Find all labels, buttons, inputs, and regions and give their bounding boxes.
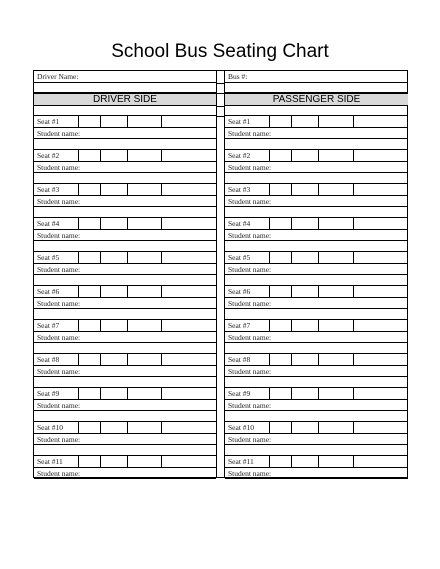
passenger-spacer-row bbox=[225, 275, 408, 286]
cell-divider bbox=[269, 286, 270, 297]
cell-divider bbox=[100, 184, 101, 195]
cell-divider bbox=[291, 252, 292, 263]
cell-divider bbox=[127, 116, 128, 127]
passenger-seat-label: Seat #5 bbox=[228, 253, 251, 262]
cell-divider bbox=[269, 456, 270, 467]
cell-divider bbox=[269, 116, 270, 127]
cell-divider bbox=[127, 354, 128, 365]
cell-divider bbox=[353, 150, 354, 161]
driver-seat-cells bbox=[34, 354, 216, 365]
driver-seat-label: Seat #10 bbox=[37, 423, 64, 432]
cell-divider bbox=[100, 218, 101, 229]
passenger-student-name-field[interactable]: Student name: bbox=[225, 162, 408, 174]
cell-divider bbox=[318, 116, 319, 127]
driver-seat-row[interactable] bbox=[34, 116, 216, 128]
passenger-seat-row[interactable] bbox=[225, 320, 408, 332]
driver-seat-cells bbox=[34, 116, 216, 127]
passenger-spacer-row bbox=[225, 343, 408, 354]
cell-divider bbox=[318, 184, 319, 195]
driver-seat-cells bbox=[34, 286, 216, 297]
driver-seat-row[interactable] bbox=[34, 150, 216, 162]
driver-seat-row[interactable] bbox=[34, 320, 216, 332]
cell-divider bbox=[269, 150, 270, 161]
driver-spacer-row bbox=[34, 411, 216, 422]
passenger-seat-cells bbox=[225, 354, 408, 365]
passenger-seat-cells bbox=[225, 218, 408, 229]
cell-divider bbox=[100, 286, 101, 297]
cell-divider bbox=[291, 116, 292, 127]
driver-side-heading: DRIVER SIDE bbox=[34, 93, 216, 106]
driver-seat-label: Seat #7 bbox=[37, 321, 60, 330]
driver-seat-label: Seat #11 bbox=[37, 457, 63, 466]
driver-seat-label: Seat #9 bbox=[37, 389, 60, 398]
driver-student-name-field[interactable]: Student name: bbox=[34, 400, 216, 412]
driver-seat-row[interactable] bbox=[34, 422, 216, 434]
driver-side-column bbox=[34, 71, 216, 477]
cell-divider bbox=[269, 320, 270, 331]
cell-divider bbox=[318, 388, 319, 399]
driver-header-field[interactable]: Driver Name: bbox=[34, 71, 216, 83]
driver-seat-cells bbox=[34, 320, 216, 331]
page-title: School Bus Seating Chart bbox=[111, 41, 329, 62]
cell-divider bbox=[127, 218, 128, 229]
cell-divider bbox=[318, 286, 319, 297]
cell-divider bbox=[161, 116, 162, 127]
passenger-side-column bbox=[225, 71, 408, 477]
cell-divider bbox=[127, 184, 128, 195]
passenger-student-name-field[interactable]: Student name: bbox=[225, 230, 408, 242]
cell-divider bbox=[127, 422, 128, 433]
cell-divider bbox=[78, 388, 79, 399]
cell-divider bbox=[100, 150, 101, 161]
cell-divider bbox=[269, 252, 270, 263]
cell-divider bbox=[291, 320, 292, 331]
driver-seat-row[interactable] bbox=[34, 286, 216, 298]
passenger-spacer-row bbox=[225, 83, 408, 93]
cell-divider bbox=[127, 286, 128, 297]
passenger-student-name-field[interactable]: Student name: bbox=[225, 434, 408, 446]
cell-divider bbox=[127, 320, 128, 331]
driver-student-name-field[interactable]: Student name: bbox=[34, 332, 216, 344]
passenger-spacer-row bbox=[225, 106, 408, 116]
cell-divider bbox=[78, 354, 79, 365]
divider-line bbox=[217, 106, 224, 107]
driver-seat-cells bbox=[34, 388, 216, 399]
driver-seat-label: Seat #8 bbox=[37, 355, 60, 364]
passenger-seat-cells bbox=[225, 184, 408, 195]
cell-divider bbox=[318, 354, 319, 365]
driver-spacer-row bbox=[34, 309, 216, 320]
cell-divider bbox=[127, 456, 128, 467]
cell-divider bbox=[100, 422, 101, 433]
driver-seat-cells bbox=[34, 252, 216, 263]
passenger-seat-cells bbox=[225, 116, 408, 127]
cell-divider bbox=[291, 354, 292, 365]
cell-divider bbox=[353, 422, 354, 433]
passenger-seat-row[interactable] bbox=[225, 388, 408, 400]
driver-student-name-field[interactable]: Student name: bbox=[34, 434, 216, 446]
passenger-seat-label: Seat #11 bbox=[228, 457, 254, 466]
cell-divider bbox=[100, 320, 101, 331]
passenger-seat-label: Seat #6 bbox=[228, 287, 251, 296]
cell-divider bbox=[100, 116, 101, 127]
cell-divider bbox=[269, 184, 270, 195]
driver-seat-label: Seat #4 bbox=[37, 219, 60, 228]
cell-divider bbox=[78, 116, 79, 127]
driver-seat-cells bbox=[34, 218, 216, 229]
driver-spacer-row bbox=[34, 83, 216, 93]
cell-divider bbox=[161, 184, 162, 195]
passenger-seat-row[interactable] bbox=[225, 218, 408, 230]
driver-student-name-field[interactable]: Student name: bbox=[34, 230, 216, 242]
driver-seat-cells bbox=[34, 150, 216, 161]
cell-divider bbox=[291, 286, 292, 297]
passenger-seat-row[interactable] bbox=[225, 422, 408, 434]
cell-divider bbox=[353, 218, 354, 229]
cell-divider bbox=[127, 252, 128, 263]
passenger-student-name-field[interactable]: Student name: bbox=[225, 468, 408, 480]
cell-divider bbox=[318, 150, 319, 161]
driver-seat-label: Seat #6 bbox=[37, 287, 60, 296]
cell-divider bbox=[78, 252, 79, 263]
driver-student-name-field[interactable]: Student name: bbox=[34, 366, 216, 378]
cell-divider bbox=[100, 354, 101, 365]
passenger-seat-label: Seat #2 bbox=[228, 151, 251, 160]
driver-seat-row[interactable] bbox=[34, 218, 216, 230]
cell-divider bbox=[318, 252, 319, 263]
seating-chart-form bbox=[33, 70, 408, 478]
driver-spacer-row bbox=[34, 106, 216, 116]
passenger-seat-label: Seat #4 bbox=[228, 219, 251, 228]
driver-seat-row[interactable] bbox=[34, 388, 216, 400]
passenger-student-name-field[interactable]: Student name: bbox=[225, 264, 408, 276]
cell-divider bbox=[161, 218, 162, 229]
cell-divider bbox=[353, 354, 354, 365]
passenger-seat-cells bbox=[225, 252, 408, 263]
cell-divider bbox=[291, 388, 292, 399]
passenger-student-name-field[interactable]: Student name: bbox=[225, 128, 408, 140]
driver-student-name-field[interactable]: Student name: bbox=[34, 468, 216, 480]
cell-divider bbox=[318, 456, 319, 467]
passenger-seat-row[interactable] bbox=[225, 184, 408, 196]
cell-divider bbox=[353, 320, 354, 331]
cell-divider bbox=[353, 184, 354, 195]
passenger-header-field[interactable]: Bus #: bbox=[225, 71, 408, 83]
driver-seat-label: Seat #2 bbox=[37, 151, 60, 160]
driver-student-name-field[interactable]: Student name: bbox=[34, 128, 216, 140]
passenger-student-name-field[interactable]: Student name: bbox=[225, 332, 408, 344]
driver-student-name-field[interactable]: Student name: bbox=[34, 298, 216, 310]
cell-divider bbox=[318, 320, 319, 331]
driver-spacer-row bbox=[34, 275, 216, 286]
passenger-seat-row[interactable] bbox=[225, 456, 408, 468]
cell-divider bbox=[161, 320, 162, 331]
cell-divider bbox=[291, 150, 292, 161]
cell-divider bbox=[78, 422, 79, 433]
passenger-side-heading: PASSENGER SIDE bbox=[225, 93, 408, 106]
passenger-seat-label: Seat #7 bbox=[228, 321, 251, 330]
passenger-spacer-row bbox=[225, 445, 408, 456]
cell-divider bbox=[100, 456, 101, 467]
cell-divider bbox=[291, 422, 292, 433]
cell-divider bbox=[161, 422, 162, 433]
driver-seat-row[interactable] bbox=[34, 354, 216, 366]
driver-spacer-row bbox=[34, 173, 216, 184]
passenger-seat-label: Seat #8 bbox=[228, 355, 251, 364]
passenger-spacer-row bbox=[225, 173, 408, 184]
driver-spacer-row bbox=[34, 377, 216, 388]
driver-seat-row[interactable] bbox=[34, 252, 216, 264]
cell-divider bbox=[100, 252, 101, 263]
cell-divider bbox=[78, 320, 79, 331]
cell-divider bbox=[318, 422, 319, 433]
passenger-student-name-field[interactable]: Student name: bbox=[225, 366, 408, 378]
passenger-spacer-row bbox=[225, 411, 408, 422]
driver-seat-label: Seat #5 bbox=[37, 253, 60, 262]
cell-divider bbox=[78, 184, 79, 195]
driver-seat-cells bbox=[34, 184, 216, 195]
passenger-seat-row[interactable] bbox=[225, 150, 408, 162]
cell-divider bbox=[161, 286, 162, 297]
passenger-seat-label: Seat #10 bbox=[228, 423, 255, 432]
cell-divider bbox=[78, 150, 79, 161]
divider-line bbox=[217, 93, 224, 94]
passenger-seat-label: Seat #1 bbox=[228, 117, 251, 126]
cell-divider bbox=[100, 388, 101, 399]
passenger-seat-cells bbox=[225, 320, 408, 331]
divider-line bbox=[217, 116, 224, 117]
divider-line bbox=[217, 83, 224, 84]
cell-divider bbox=[291, 456, 292, 467]
cell-divider bbox=[269, 422, 270, 433]
center-aisle-divider bbox=[216, 71, 225, 477]
passenger-spacer-row bbox=[225, 241, 408, 252]
cell-divider bbox=[161, 388, 162, 399]
passenger-spacer-row bbox=[225, 207, 408, 218]
cell-divider bbox=[353, 286, 354, 297]
cell-divider bbox=[161, 456, 162, 467]
driver-student-name-field[interactable]: Student name: bbox=[34, 162, 216, 174]
cell-divider bbox=[269, 218, 270, 229]
passenger-seat-row[interactable] bbox=[225, 354, 408, 366]
cell-divider bbox=[161, 252, 162, 263]
passenger-seat-row[interactable] bbox=[225, 252, 408, 264]
passenger-seat-row[interactable] bbox=[225, 116, 408, 128]
driver-spacer-row bbox=[34, 207, 216, 218]
cell-divider bbox=[353, 252, 354, 263]
cell-divider bbox=[353, 116, 354, 127]
driver-seat-row[interactable] bbox=[34, 456, 216, 468]
cell-divider bbox=[161, 150, 162, 161]
driver-student-name-field[interactable]: Student name: bbox=[34, 196, 216, 208]
passenger-seat-label: Seat #9 bbox=[228, 389, 251, 398]
cell-divider bbox=[269, 354, 270, 365]
passenger-student-name-field[interactable]: Student name: bbox=[225, 196, 408, 208]
cell-divider bbox=[318, 218, 319, 229]
passenger-seat-label: Seat #3 bbox=[228, 185, 251, 194]
cell-divider bbox=[353, 388, 354, 399]
driver-spacer-row bbox=[34, 343, 216, 354]
driver-spacer-row bbox=[34, 241, 216, 252]
passenger-seat-cells bbox=[225, 150, 408, 161]
cell-divider bbox=[78, 456, 79, 467]
cell-divider bbox=[161, 354, 162, 365]
cell-divider bbox=[127, 388, 128, 399]
cell-divider bbox=[269, 388, 270, 399]
passenger-seat-row[interactable] bbox=[225, 286, 408, 298]
passenger-spacer-row bbox=[225, 377, 408, 388]
passenger-student-name-field[interactable]: Student name: bbox=[225, 400, 408, 412]
cell-divider bbox=[127, 150, 128, 161]
driver-spacer-row bbox=[34, 139, 216, 150]
cell-divider bbox=[353, 456, 354, 467]
driver-student-name-field[interactable]: Student name: bbox=[34, 264, 216, 276]
passenger-seat-cells bbox=[225, 286, 408, 297]
driver-spacer-row bbox=[34, 445, 216, 456]
cell-divider bbox=[78, 218, 79, 229]
driver-seat-label: Seat #3 bbox=[37, 185, 60, 194]
driver-seat-row[interactable] bbox=[34, 184, 216, 196]
cell-divider bbox=[291, 218, 292, 229]
cell-divider bbox=[78, 286, 79, 297]
passenger-student-name-field[interactable]: Student name: bbox=[225, 298, 408, 310]
driver-seat-label: Seat #1 bbox=[37, 117, 60, 126]
passenger-spacer-row bbox=[225, 309, 408, 320]
cell-divider bbox=[291, 184, 292, 195]
passenger-spacer-row bbox=[225, 139, 408, 150]
passenger-seat-cells bbox=[225, 388, 408, 399]
